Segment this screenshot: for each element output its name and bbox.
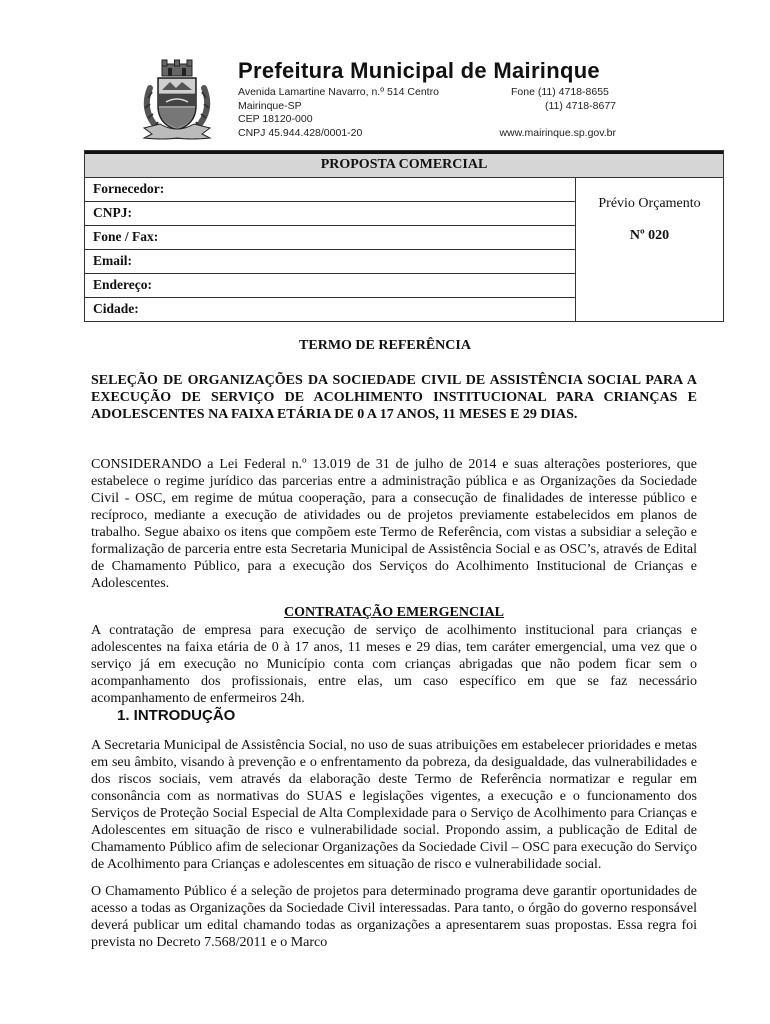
- address-line: Avenida Lamartine Navarro, n.º 514 Centro: [238, 86, 439, 98]
- address-line: CEP 18120-000: [238, 113, 313, 125]
- term-title: TERMO DE REFERÊNCIA: [299, 338, 471, 353]
- considerando-paragraph: CONSIDERANDO a Lei Federal n.º 13.019 de 31 de julho de 2014 e suas alterações posteriores, que estabelece o regime jurídico das parcerias entre a administração pública e as Organizações da Sociedade Civil - OSC, em regime de mútua cooperação, para a consecução de finalidades de interesse público e recíproco, mediante a execução de atividades ou de projetos previamente estabelecidos em planos de trabalho. Segue abaixo os itens que compõem este Termo de Referência, com vistas a subsidiar a seleção e formalização de parceria entre esta Secretaria Municipal de Assistência Social e as OSC’s, através de Edital de Chamamento Público, para a execução dos Serviços do Acolhimento Institucional de Crianças e Adolescentes.: [91, 457, 697, 591]
- cnpj-field[interactable]: CNPJ:: [85, 202, 575, 226]
- address-field[interactable]: Endereço:: [85, 274, 575, 298]
- proposal-title: PROPOSTA COMERCIAL: [85, 151, 723, 178]
- contact-block: [493, 86, 634, 140]
- address-line: CNPJ 45.944.428/0001-20: [238, 126, 363, 139]
- address-block: [238, 86, 439, 140]
- proposal-form: [84, 150, 724, 322]
- phone-fax-field[interactable]: Fone / Fax:: [85, 226, 575, 250]
- address-line: Mairinque-SP: [238, 99, 302, 112]
- city-field[interactable]: Cidade:: [93, 301, 139, 316]
- phone-line-2: (11) 4718-8677: [544, 99, 616, 112]
- municipal-crest-icon: [140, 58, 214, 140]
- intro-paragraph: A Secretaria Municipal de Assistência Social, no uso de suas atribuições em estabelecer prioridades e metas em seu âmbito, visando à prevenção e o enfrentamento da pobreza, da desigualdade, das vulnerabilidades e dos riscos sociais, vem através da elaboração deste Termo de Referência normatizar e regular em consonância com as normativas do SUAS e legislações vigentes, a execução e o funcionamento dos Serviços de Proteção Social Especial de Alta Complexidade para o Serviço de Acolhimento para Crianças e Adolescentes em situação de risco e vulnerabilidade social. Propondo assim, a publicação de Edital de Chamamento Público afim de selecionar Organizações da Sociedade Civil – OSC para execução do Serviço de Acolhimento para Crianças e adolescentes em situação de risco e vulnerabilidade social.: [91, 738, 697, 872]
- proposal-fields: [85, 178, 575, 322]
- budget-info: [575, 178, 723, 321]
- website-link[interactable]: www.mairinque.sp.gov.br: [499, 126, 616, 139]
- intro-heading: 1. INTRODUÇÃO: [117, 707, 236, 724]
- email-field[interactable]: Email:: [85, 250, 575, 274]
- contratacao-heading: CONTRATAÇÃO EMERGENCIAL: [284, 605, 504, 620]
- budget-number: Nº 020: [629, 228, 670, 243]
- contratacao-paragraph: A contratação de empresa para execução de serviço de acolhimento institucional para crianças e adolescentes na faixa etária de 0 à 17 anos, 11 meses e 29 dias, tem caráter emergencial, uma vez que o serviço já em execução no Município conta com crianças abrigadas que não podem ficar sem o acompanhamento dos profissionais, entre elas, um caso específico em que se faz necessário acompanhamento de enfermeiros 24h.: [91, 623, 697, 706]
- supplier-field[interactable]: Fornecedor:: [85, 178, 575, 202]
- budget-label: Prévio Orçamento: [598, 196, 701, 211]
- phone-line-1: Fone (11) 4718-8655: [511, 86, 609, 98]
- chamamento-paragraph: O Chamamento Público é a seleção de projetos para determinado programa deve garantir oportunidades de acesso a todas as Organizações da Sociedade Civil interessadas. Para tanto, o órgão do governo responsável deverá publicar um edital chamando todas as organizações a apresentarem suas propostas. Essa regra foi prevista no Decreto 7.568/2011 e o Marco: [91, 884, 697, 950]
- selection-title: SELEÇÃO DE ORGANIZAÇÕES DA SOCIEDADE CIVIL DE ASSISTÊNCIA SOCIAL PARA A EXECUÇÃO DE SERVIÇO DE ACOLHIMENTO INSTITUCIONAL PARA CRIANÇAS E ADOLESCENTES NA FAIXA ETÁRIA DE 0 A 17 ANOS, 11 MESES E 29 DIAS.: [91, 373, 697, 422]
- organization-name: Prefeitura Municipal de Mairinque: [238, 58, 600, 83]
